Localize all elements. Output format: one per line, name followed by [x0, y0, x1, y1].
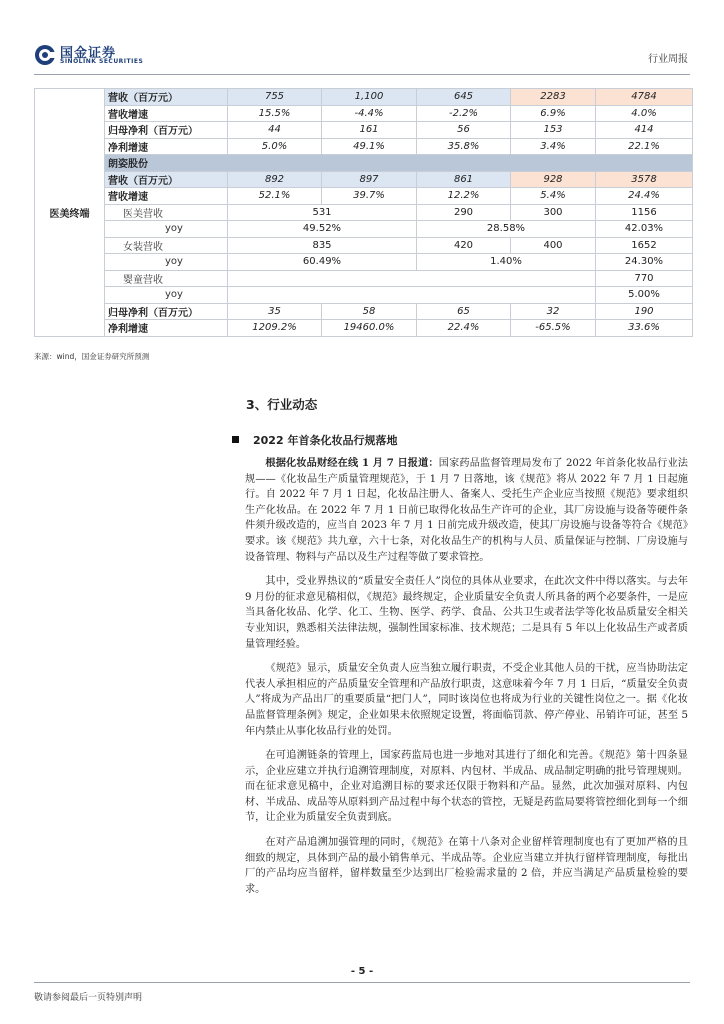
table-cell: 39.7% [322, 188, 417, 205]
table-cell: 5.00% [596, 287, 693, 304]
row-label: 营收（百万元） [105, 171, 228, 188]
table-cell: 28.58% [417, 221, 596, 238]
table-row [35, 105, 693, 122]
table-row [35, 237, 693, 254]
table-row [35, 204, 693, 221]
table-cell: 531 [228, 204, 417, 221]
row-label: 营收增速 [105, 105, 228, 122]
row-label: 营收（百万元） [105, 89, 228, 106]
table-cell: 24.30% [596, 254, 693, 271]
table-cell: -4.4% [322, 105, 417, 122]
table-row [35, 320, 693, 337]
table-cell: 755 [228, 89, 322, 106]
table-cell: -2.2% [417, 105, 511, 122]
row-label: 归母净利（百万元） [105, 303, 228, 320]
row-label: 归母净利（百万元） [105, 122, 228, 139]
footer-divider [34, 982, 690, 983]
table-cell: 5.0% [228, 138, 322, 155]
brand-logo [34, 44, 184, 68]
table-cell: 1,100 [322, 89, 417, 106]
table-cell: 770 [596, 270, 693, 287]
table-cell: 6.9% [511, 105, 596, 122]
paragraph: 其中，受业界热议的“质量安全责任人”岗位的具体从业要求，在此次文件中得以落实。与去年 9 月份的征求意见稿相似，《规范》最终规定，企业质量安全负责人所具备的两个必要条件，一是应当具备化妆品、化学、化工、生物、医学、药学、食品、公共卫生或者法学等化妆品质量安全相关专业知识，熟悉相关法律法规，强制性国家标准、技术规范；二是具有 5 年以上化妆品生产或者质量管理经验。 [245, 576, 688, 650]
row-label: yoy [105, 221, 228, 238]
table-cell: 1.40% [417, 254, 596, 271]
disclaimer-note: 敬请参阅最后一页特别声明 [34, 993, 143, 1003]
table-cell: 35.8% [417, 138, 511, 155]
table-cell: 60.49% [228, 254, 417, 271]
table-cell: 420 [417, 237, 511, 254]
table-row [35, 287, 693, 304]
table-cell [228, 287, 596, 304]
table-cell: 892 [228, 171, 322, 188]
table-row [35, 303, 693, 320]
brand-name-en: SINOLINK SECURITIES [60, 58, 144, 65]
table-cell: 3578 [596, 171, 693, 188]
table-cell: 49.1% [322, 138, 417, 155]
table-cell: 4784 [596, 89, 693, 106]
table-row [35, 171, 693, 188]
sinolink-logo-icon [34, 44, 56, 66]
bullet-square-icon [232, 436, 239, 443]
table-cell: 290 [417, 204, 511, 221]
table-cell: 32 [511, 303, 596, 320]
row-label: 净利增速 [105, 138, 228, 155]
table-row [35, 138, 693, 155]
table-cell: 161 [322, 122, 417, 139]
page-header [0, 0, 724, 80]
table-row [35, 89, 693, 106]
table-cell: 24.4% [596, 188, 693, 205]
table-cell: 22.4% [417, 320, 511, 337]
table-cell: 44 [228, 122, 322, 139]
table-row [35, 254, 693, 271]
row-label: yoy [105, 254, 228, 271]
table-cell: 1209.2% [228, 320, 322, 337]
table-row [35, 122, 693, 139]
table-cell: 35 [228, 303, 322, 320]
table-cell: 153 [511, 122, 596, 139]
table-cell: 65 [417, 303, 511, 320]
table-cell: 19460.0% [322, 320, 417, 337]
table-cell: 15.5% [228, 105, 322, 122]
page-number: - 5 - [350, 966, 374, 977]
row-label: yoy [105, 287, 228, 304]
table-cell: 22.1% [596, 138, 693, 155]
article-body [245, 456, 688, 897]
subsection-title [232, 432, 397, 448]
section-label: 医美终端 [35, 89, 105, 337]
table-cell: 58 [322, 303, 417, 320]
table-cell: 190 [596, 303, 693, 320]
table-cell: 897 [322, 171, 417, 188]
table-cell: -65.5% [511, 320, 596, 337]
table-cell: 49.52% [228, 221, 417, 238]
paragraph: 在对产品追溯加强管理的同时，《规范》在第十八条对企业留样管理制度也有了更加严格的且细致的规定，具体到产品的最小销售单元、半成品等。企业应当建立并执行留样管理制度，每批出厂的产品均应当留样，留样数量至少达到出厂检验需求量的 2 倍，并应当满足产品质量检验的要求。 [245, 837, 688, 895]
table-cell: 2283 [511, 89, 596, 106]
company-name: 朗姿股份 [105, 155, 693, 172]
table-source-note: 来源：wind，国金证券研究所预测 [34, 352, 150, 361]
table-cell: 12.2% [417, 188, 511, 205]
table-row [35, 155, 693, 172]
table-cell: 835 [228, 237, 417, 254]
table-cell: 928 [511, 171, 596, 188]
table-cell: 42.03% [596, 221, 693, 238]
table-cell: 33.6% [596, 320, 693, 337]
table-cell: 645 [417, 89, 511, 106]
row-label: 净利增速 [105, 320, 228, 337]
header-divider [34, 74, 690, 75]
table-cell: 3.4% [511, 138, 596, 155]
row-label: 女装营收 [105, 237, 228, 254]
table-cell: 1652 [596, 237, 693, 254]
table-cell: 400 [511, 237, 596, 254]
row-label: 婴童营收 [105, 270, 228, 287]
row-label: 医美营收 [105, 204, 228, 221]
table-cell: 1156 [596, 204, 693, 221]
subsection-title-text: 2022 年首条化妆品行规落地 [253, 434, 398, 447]
table-cell: 414 [596, 122, 693, 139]
table-cell: 5.4% [511, 188, 596, 205]
paragraph: 在可追溯链条的管理上，国家药监局也进一步地对其进行了细化和完善。《规范》第十四条显示，企业应建立并执行追溯管理制度，对原料、内包材、半成品、成品制定明确的批号管理规则。而在征求意见稿中，企业对追溯目标的要求还仅限于物料和产品。显然，此次加强对原料、内包材、半成品、成品等从原料到产品过程中每个状态的管控，无疑是药监局要将管控细化到每一个细节，让企业为质量安全负责到底。 [245, 750, 688, 824]
table-cell: 56 [417, 122, 511, 139]
paragraph-lead: 根据化妆品财经在线 1 月 7 日报道： [265, 457, 439, 469]
table-cell: 861 [417, 171, 511, 188]
table-row [35, 188, 693, 205]
financial-forecast-table [34, 88, 693, 337]
paragraph: 《规范》显示，质量安全负责人应当独立履行职责，不受企业其他人员的干扰，应当协助法定代表人承担相应的产品质量安全管理和产品放行职责，这意味着今年 7 月 1 日后，“质量安全负责人”将成为产品出厂的重要质量“把门人”，同时该岗位也将成为行业的关键性岗位之一。据《化妆品监督管理条例》规定，企业如果未依照规定设置，将面临罚款、停产停业、吊销许可证，甚至 5 年内禁止从事化妆品行业的处罚。 [245, 663, 688, 737]
row-label: 营收增速 [105, 188, 228, 205]
table-row [35, 221, 693, 238]
table-row [35, 270, 693, 287]
paragraph [245, 456, 688, 565]
brand-name-cn: 国金证券 [60, 46, 117, 61]
table-cell [228, 270, 596, 287]
table-cell: 52.1% [228, 188, 322, 205]
table-cell: 300 [511, 204, 596, 221]
document-type: 行业周报 [648, 54, 688, 65]
paragraph-text: 国家药品监督管理局发布了 2022 年首条化妆品行业法规——《化妆品生产质量管理规范》，于 1 月 7 日落地，该《规范》将从 2022 年 7 月 1 日起施行。自 2022 年 7 月 1 日起，化妆品注册人、备案人、受托生产企业应当按照《规范》要求组织生产化妆品。在 2022 年 7 月 1 日前已取得化妆品生产许可的企业，其厂房设施与设备等硬件条件须升级改造的，应当自 2023 年 7 月 1 日前完成升级改造，使其厂房设施与设备等符合《规范》要求。该《规范》共九章，六十七条，对化妆品生产的机构与人员、质量保证与控制、厂房设施与设备管理、物料与产品以及生产过程等做了要求管控。 [245, 458, 688, 563]
table-cell: 4.0% [596, 105, 693, 122]
section-title: 3、行业动态 [246, 397, 318, 412]
